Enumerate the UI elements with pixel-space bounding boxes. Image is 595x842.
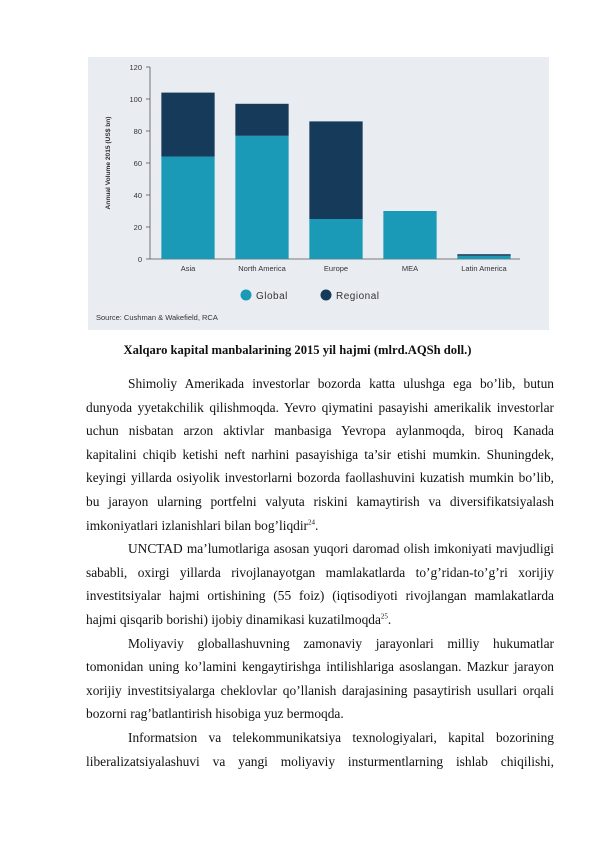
y-tick-label: 80 — [133, 127, 142, 136]
bar-global — [457, 256, 510, 259]
bar-regional — [457, 254, 510, 256]
legend-label: Regional — [336, 291, 380, 302]
legend-marker — [321, 290, 332, 301]
bar-regional — [309, 121, 362, 219]
y-tick-label: 60 — [133, 159, 142, 168]
bar-regional — [161, 93, 214, 157]
x-tick-label: North America — [238, 264, 286, 273]
paragraph-3: Moliyaviy globallashuvning zamonaviy jarayonlari milliy hukumatlar tomonidan uning ko’lamini kengaytirishga intilishlariga asoslangan. Mazkur jarayon xorijiy investitsiyalarga cheklovlar qo’llanish darajasining pasaytirish usullari orqali bozorni rag’batlantirish hisobiga yuz bermoqda. — [86, 635, 554, 722]
x-tick-label: Europe — [323, 264, 349, 273]
paragraph-2: UNCTAD ma’lumotlariga asosan yuqori daromad olish imkoniyati mavjudligi sababli, oxirgi yillarda rivojlanayotgan mamlakatlarda to’g’ridan-to’g’ri xorijiy investitsiyalar hajmi ortishining (55 foiz) (iqtisodiyoti rivojlangan mamlakatlarda hajmi qisqarib borishi) ijobiy dinamikasi kuzatilmoqda$^{25}$. — [86, 541, 554, 627]
footnote-ref-25: 25 — [380, 612, 388, 621]
legend-label: Global — [256, 291, 288, 302]
bar-global — [235, 136, 288, 259]
legend-marker — [241, 290, 252, 301]
y-tick-label: 120 — [129, 63, 142, 72]
footnote-ref-24: 24 — [308, 518, 316, 527]
y-tick-label: 20 — [133, 223, 142, 232]
y-tick-label: 0 — [137, 255, 142, 264]
x-tick-label: Latin America — [461, 264, 507, 273]
bar-regional — [235, 104, 288, 136]
paragraph-4: Informatsion va telekommunikatsiya texnologiyalari, kapital bozorining liberalizatsiyalashuvi va yangi moliyaviy insturmentlarning ishlab chiqilishi, — [86, 729, 554, 769]
bar-chart — [88, 57, 549, 330]
x-tick-label: Asia — [180, 264, 196, 273]
y-axis-label: Annual Volume 2015 (US$ bn) — [105, 116, 112, 210]
bar-global — [383, 211, 436, 259]
y-tick-label: 40 — [133, 191, 142, 200]
x-tick-label: MEA — [401, 264, 419, 273]
chart-source: Source: Cushman & Wakefield, RCA — [96, 313, 218, 322]
y-tick-label: 100 — [129, 95, 142, 104]
body-text — [86, 372, 554, 773]
bar-global — [309, 219, 362, 259]
figure-caption: Xalqaro kapital manbalarining 2015 yil hajmi (mlrd.AQSh doll.) — [123, 343, 472, 357]
paragraph-1: Shimoliy Amerikada investorlar bozorda katta ulushga ega bo’lib, butun dunyoda yyetakchilik qilishmoqda. Yevro qiymatini pasayishi amerikalik investorlar uchun nisbatan arzon aktivlar manbasiga Yevropa aylanmoqda, biroq Kanada kapitalini chiqib ketishi neft narhini pasayishiga ta’sir etishi mumkin. Shuningdek, keyingi yillarda osiyolik investorlarni bozorda faollashuvini kuzatish mumkin bo’lib, bu jarayon ularning portfelni valyuta riskini kamaytirish va diversifikatsiyalash imkoniyatlari izlanishlari bilan bog’liqdir$^{24}$. — [86, 376, 554, 533]
bar-global — [161, 157, 214, 259]
chart-figure — [88, 57, 549, 330]
